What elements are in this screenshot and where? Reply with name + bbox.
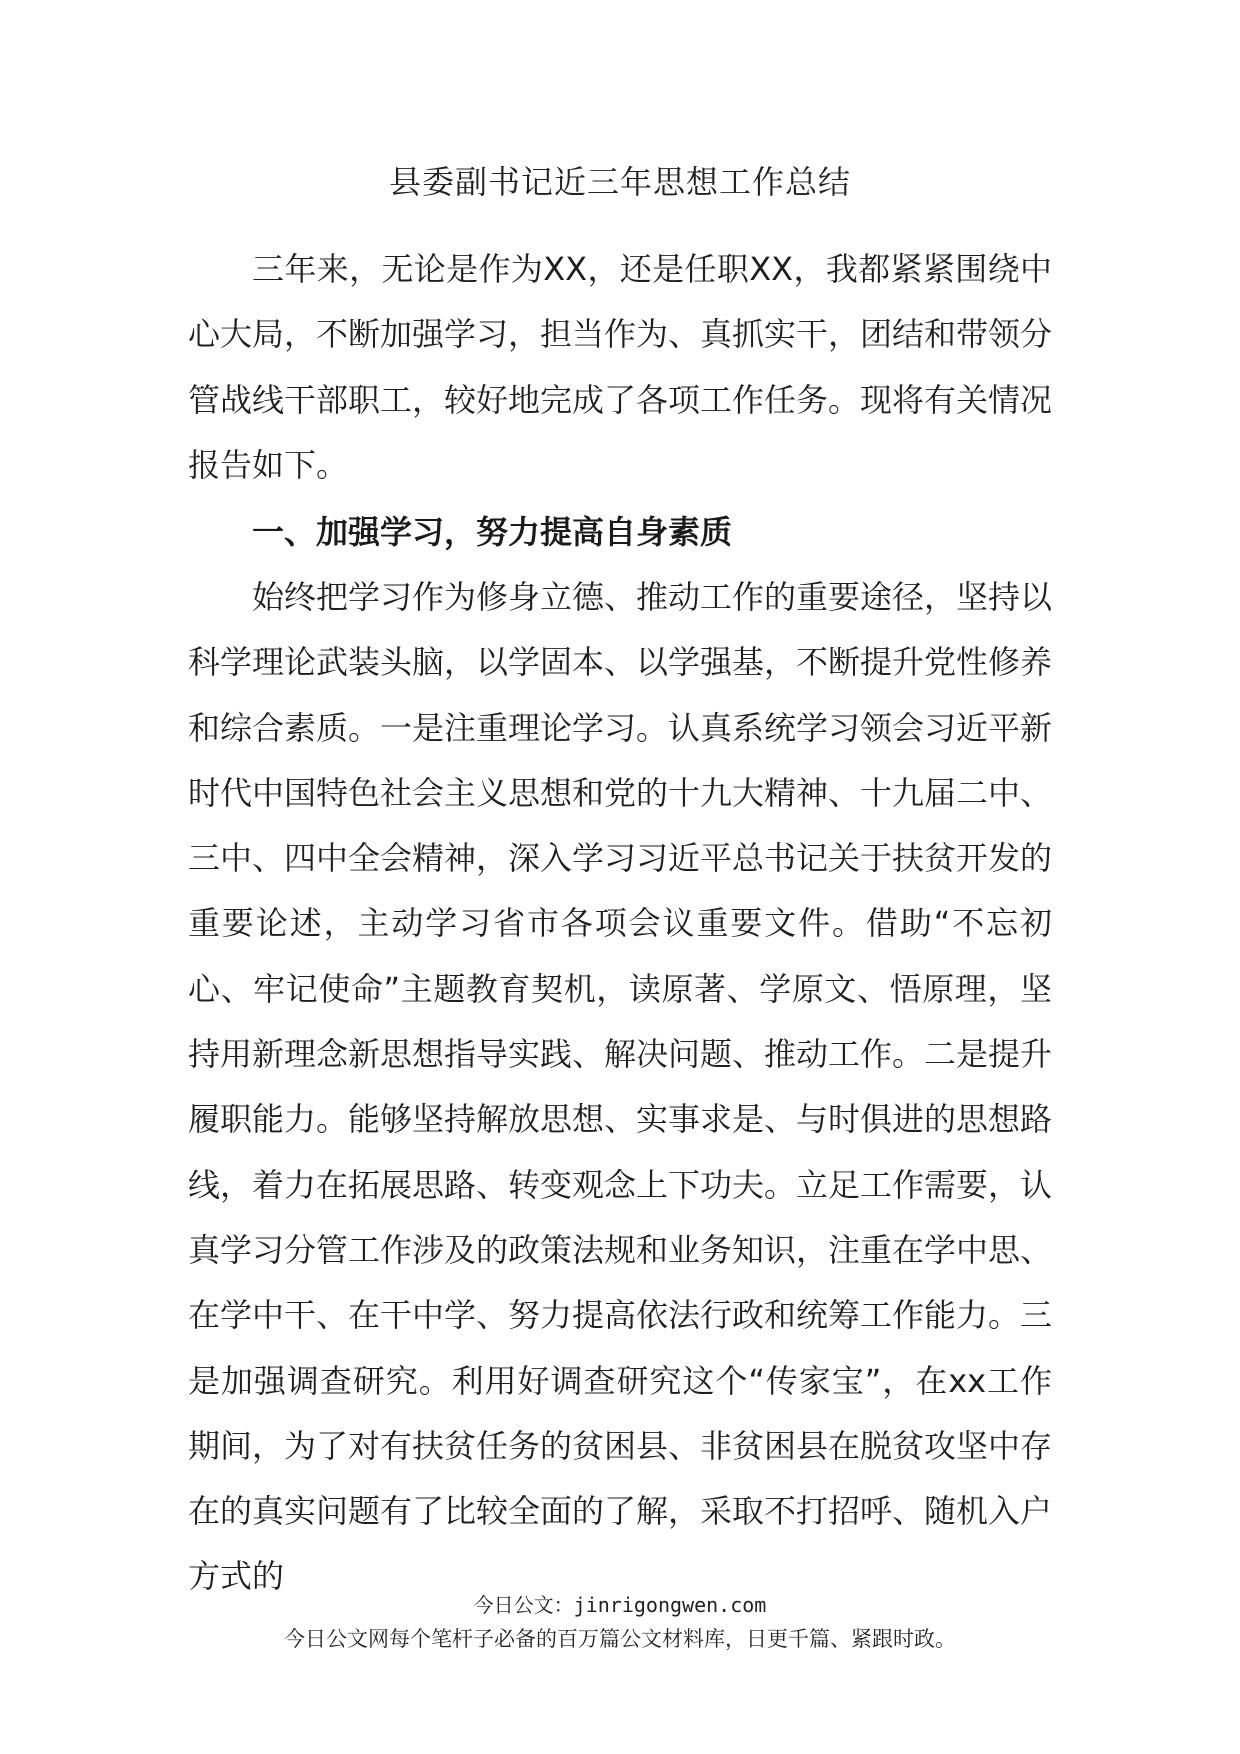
footer-site-url[interactable]: jinrigongwen.com: [573, 1593, 767, 1617]
section-paragraph: 始终把学习作为修身立德、推动工作的重要途径，坚持以科学理论武装头脑，以学固本、以学强基，不断提升党性修养和综合素质。一是注重理论学习。认真系统学习领会习近平新时代中国特色社会主义思想和党的十九大精神、十九届二中、三中、四中全会精神，深入学习习近平总书记关于扶贫开发的重要论述，主动学习省市各项会议重要文件。借助“不忘初心、牢记使命”主题教育契机，读原著、学原文、悟原理，坚持用新理念新思想指导实践、解决问题、推动工作。二是提升履职能力。能够坚持解放思想、实事求是、与时俱进的思想路线，着力在拓展思路、转变观念上下功夫。立足工作需要，认真学习分管工作涉及的政策法规和业务知识，注重在学中思、在学中干、在干中学、努力提高依法行政和统筹工作能力。三是加强调查研究。利用好调查研究这个“传家宝”，在xx工作期间，为了对有扶贫任务的贫困县、非贫困县在脱贫攻坚中存在的真实问题有了比较全面的了解，采取不打招呼、随机入户方式的: [188, 578, 1053, 1596]
footer-site-label: 今日公文：: [473, 1593, 574, 1617]
document-title: 县委副书记近三年思想工作总结: [388, 163, 851, 201]
intro-paragraph: 三年来，无论是作为XX，还是任职XX，我都紧紧围绕中心大局，不断加强学习，担当作为、真抓实干，团结和带领分管战线干部职工，较好地完成了各项工作任务。现将有关情况报告如下。: [188, 250, 1053, 484]
footer-slogan: 今日公文网每个笔杆子必备的百万篇公文材料库，日更千篇、紧跟时政。: [284, 1627, 956, 1651]
section-heading: 一、加强学习，努力提高自身素质: [252, 513, 733, 551]
footer-site-line: [0, 1592, 1240, 1618]
